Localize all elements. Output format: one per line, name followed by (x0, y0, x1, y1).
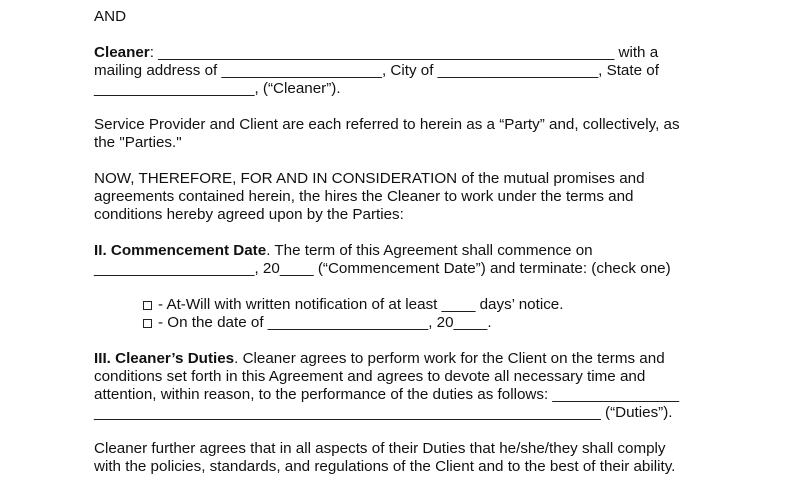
duties-line-4: ____________________________________________________________ (“Duties”). (94, 404, 673, 421)
duties-line-1-rest: . Cleaner agrees to perform work for the Client on the terms and (234, 350, 665, 367)
and-label: AND (94, 8, 127, 25)
option-on-date-text: - On the date of ___________________, 20____. (158, 314, 492, 331)
cleaner-line-3: ___________________, (“Cleaner”). (94, 80, 341, 97)
commencement-line-1 (94, 242, 706, 260)
parties-paragraph (94, 116, 706, 152)
spacer (94, 98, 706, 116)
compliance-paragraph (94, 440, 706, 476)
option-on-date (143, 314, 706, 332)
consideration-line-2: agreements contained herein, the hires the Cleaner to work under the terms and (94, 188, 634, 205)
checkbox-icon[interactable] (143, 301, 152, 310)
cleaner-block (94, 44, 706, 98)
spacer (94, 278, 706, 296)
duties-line-3: attention, within reason, to the performance of the duties as follows: _______________ (94, 386, 680, 403)
checkbox-icon[interactable] (143, 319, 152, 328)
duties-heading: III. Cleaner’s Duties (94, 350, 235, 367)
commencement-line-2: ___________________, 20____ (“Commencement Date”) and terminate: (check one) (94, 260, 671, 277)
cleaner-line-2: mailing address of ___________________, City of ___________________, State of (94, 62, 659, 79)
compliance-line-2: with the policies, standards, and regulations of the Client and to the best of their ability. (94, 458, 676, 475)
option-at-will (143, 296, 706, 314)
duties-line-1 (94, 350, 706, 368)
consideration-line-1: NOW, THEREFORE, FOR AND IN CONSIDERATION of the mutual promises and (94, 170, 645, 187)
spacer (94, 224, 706, 242)
commencement-section (94, 242, 706, 278)
cleaner-line-1 (94, 44, 706, 62)
duties-section (94, 350, 706, 422)
cleaner-line-1-rest: : ______________________________________________________ with a (149, 44, 659, 61)
parties-line-2: the "Parties." (94, 134, 182, 151)
spacer (94, 26, 706, 44)
consideration-line-3: conditions hereby agreed upon by the Parties: (94, 206, 404, 223)
commencement-heading: II. Commencement Date (94, 242, 267, 259)
spacer (94, 152, 706, 170)
commencement-line-1-rest: . The term of this Agreement shall commence on (266, 242, 593, 259)
spacer (94, 332, 706, 350)
termination-options (94, 296, 706, 332)
option-at-will-text: - At-Will with written notification of at least ____ days’ notice. (158, 296, 564, 313)
duties-line-2: conditions set forth in this Agreement and agrees to devote all necessary time and (94, 368, 646, 385)
consideration-paragraph (94, 170, 706, 224)
parties-line-1: Service Provider and Client are each referred to herein as a “Party” and, collectively, as (94, 116, 680, 133)
cleaner-label: Cleaner (94, 44, 150, 61)
document-page (94, 8, 706, 476)
compliance-line-1: Cleaner further agrees that in all aspects of their Duties that he/she/they shall comply (94, 440, 666, 457)
spacer (94, 422, 706, 440)
